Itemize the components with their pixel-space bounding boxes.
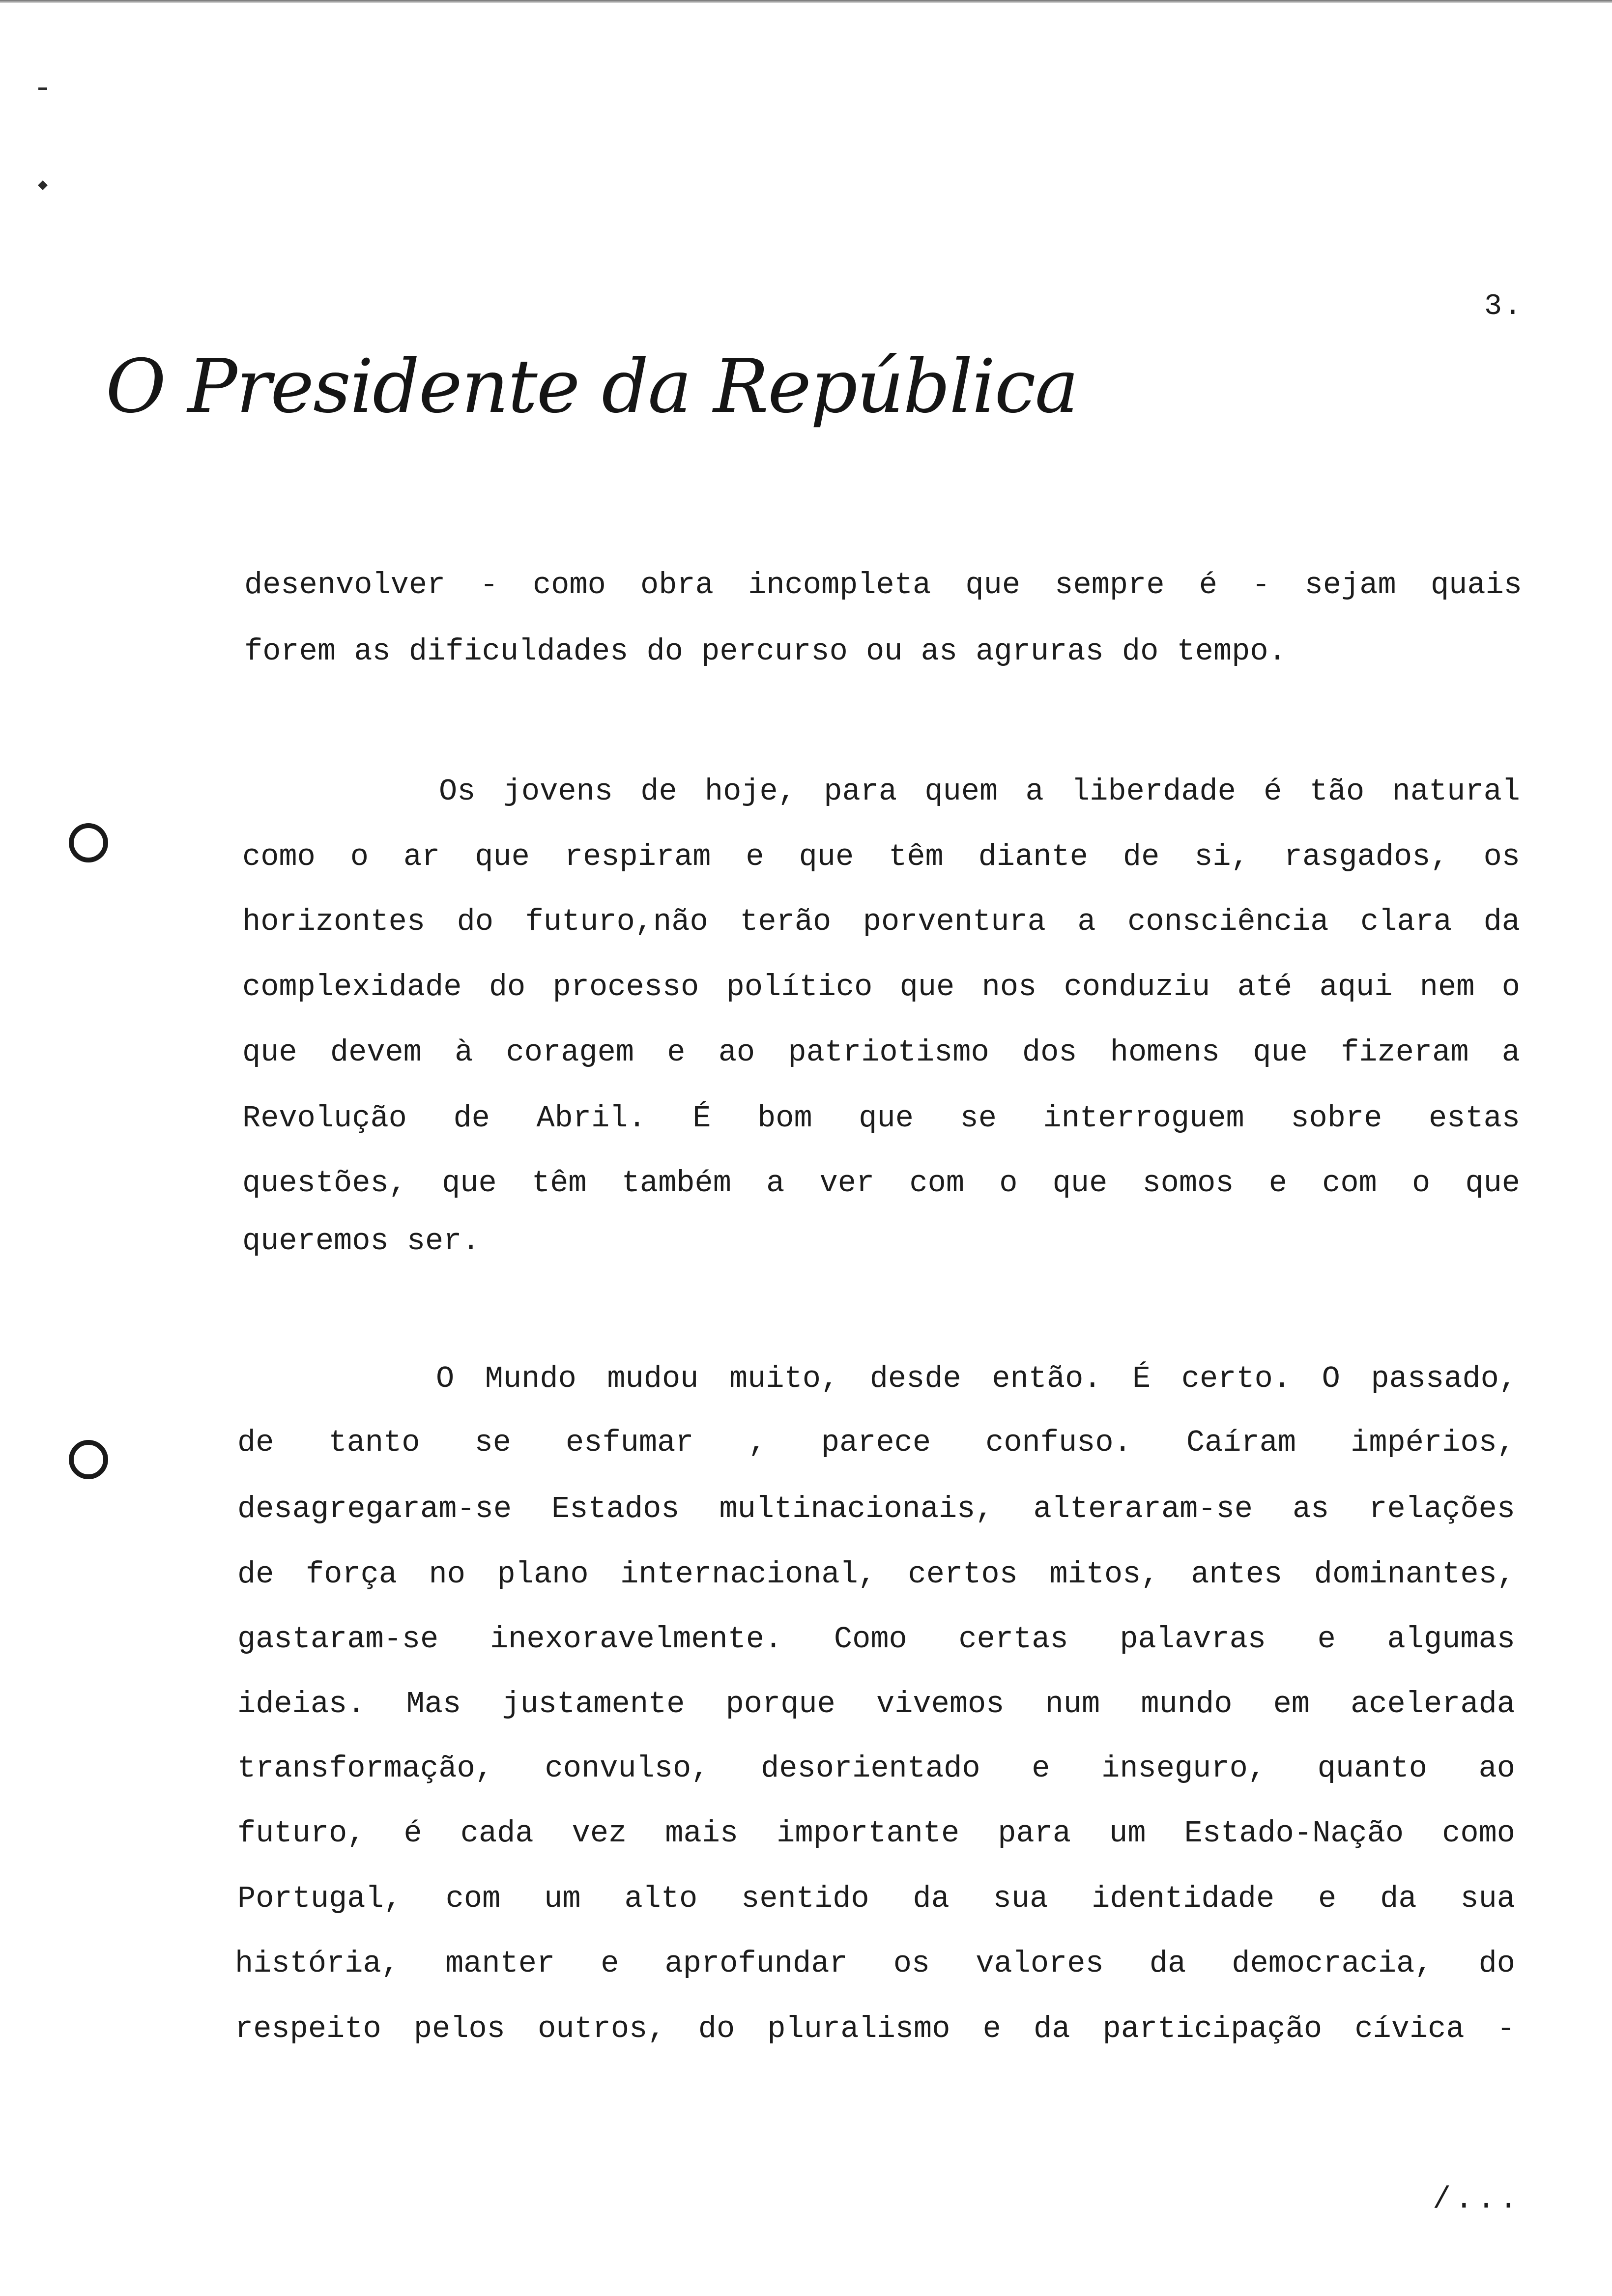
text-line: Os jovens de hoje, para quem a liberdade é tão natural <box>439 774 1520 809</box>
continuation-mark: /... <box>1433 2182 1522 2217</box>
text-line: horizontes do futuro,não terão porventura a consciência clara da <box>242 904 1520 939</box>
page-top-edge <box>0 0 1612 3</box>
text-line: como o ar que respiram e que têm diante de si, rasgados, os <box>242 839 1520 874</box>
punch-hole-upper <box>69 823 108 862</box>
text-line: de tanto se esfumar , parece confuso. Caíram impérios, <box>237 1425 1515 1460</box>
letterhead-title: O Presidente da República <box>106 344 1078 430</box>
text-line: questões, que têm também a ver com o que somos e com o que <box>242 1166 1520 1201</box>
text-line: forem as dificuldades do percurso ou as agruras do tempo. <box>244 634 1287 669</box>
punch-hole-lower <box>69 1440 108 1479</box>
text-line: desagregaram-se Estados multinacionais, alteraram-se as relações <box>237 1492 1515 1526</box>
text-line: história, manter e aprofundar os valores da democracia, do <box>235 1946 1515 1981</box>
text-line: ideias. Mas justamente porque vivemos num mundo em acelerada <box>237 1687 1515 1722</box>
margin-tick <box>38 180 48 190</box>
text-line: futuro, é cada vez mais importante para um Estado-Nação como <box>237 1816 1515 1851</box>
text-line: queremos ser. <box>242 1224 480 1259</box>
text-line: gastaram-se inexoravelmente. Como certas palavras e algumas <box>237 1622 1515 1657</box>
text-line: de força no plano internacional, certos mitos, antes dominantes, <box>237 1557 1515 1592</box>
text-line: transformação, convulso, desorientado e inseguro, quanto ao <box>237 1751 1515 1786</box>
text-line: desenvolver - como obra incompleta que sempre é - sejam quais <box>244 568 1522 603</box>
text-line: que devem à coragem e ao patriotismo dos homens que fizeram a <box>242 1035 1520 1070</box>
page-number: 3. <box>1484 290 1524 323</box>
text-line: O Mundo mudou muito, desde então. É certo. O passado, <box>436 1361 1517 1396</box>
text-line: Revolução de Abril. É bom que se interroguem sobre estas <box>242 1101 1520 1136</box>
text-line: respeito pelos outros, do pluralismo e da participação cívica - <box>235 2011 1515 2046</box>
text-line: Portugal, com um alto sentido da sua identidade e da sua <box>237 1881 1515 1916</box>
margin-dash <box>38 87 47 90</box>
text-line: complexidade do processo político que nos conduziu até aqui nem o <box>242 970 1520 1004</box>
